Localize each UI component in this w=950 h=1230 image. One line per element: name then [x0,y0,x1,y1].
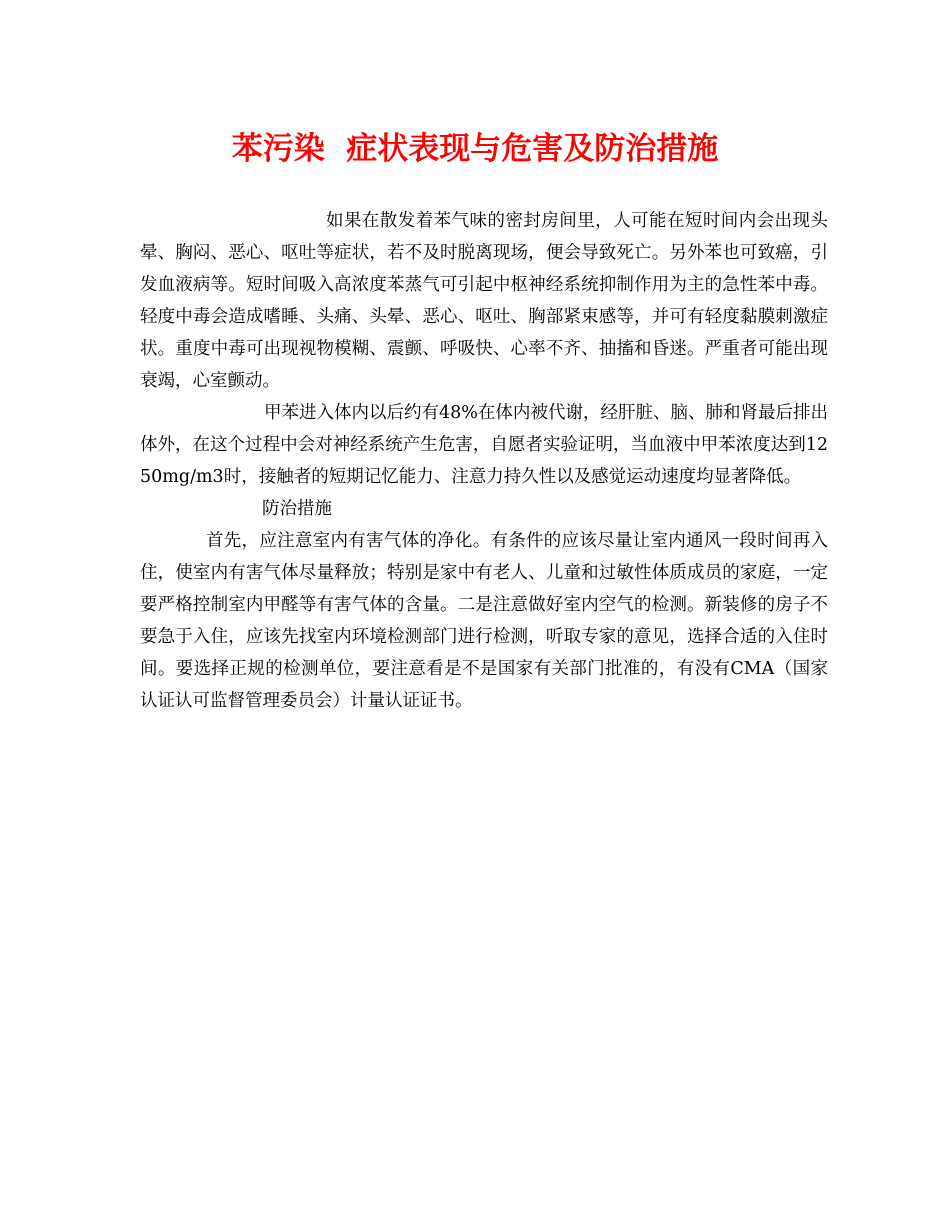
document-title: 苯污染 症状表现与危害及防治措施 [231,131,719,167]
document-body [140,205,828,717]
section-heading-prevention: 防治措施 [262,499,332,519]
paragraph-toluene: 甲苯进入体内以后约有48%在体内被代谢，经肝脏、脑、肺和肾最后排出体外，在这个过程中会对神经系统产生危害，自愿者实验证明，当血液中甲苯浓度达到1250mg/m3时，接触者的短期记忆能力、注意力持久性以及感觉运动速度均显著降低。 [140,403,828,487]
paragraph-symptoms: 如果在散发着苯气味的密封房间里，人可能在短时间内会出现头晕、胸闷、恶心、呕吐等症状，若不及时脱离现场，便会导致死亡。另外苯也可致癌，引发血液病等。短时间吸入高浓度苯蒸气可引起中枢神经系统抑制作用为主的急性苯中毒。轻度中毒会造成嗜睡、头痛、头晕、恶心、呕吐、胸部紧束感等，并可有轻度黏膜刺激症状。重度中毒可出现视物模糊、震颤、呼吸快、心率不齐、抽搐和昏迷。严重者可能出现衰竭，心室颤动。 [140,211,828,391]
paragraph-prevention: 首先，应注意室内有害气体的净化。有条件的应该尽量让室内通风一段时间再入住，使室内有害气体尽量释放；特别是家中有老人、儿童和过敏性体质成员的家庭，一定要严格控制室内甲醛等有害气体的含量。二是注意做好室内空气的检测。新装修的房子不要急于入住，应该先找室内环境检测部门进行检测，听取专家的意见，选择合适的入住时间。要选择正规的检测单位，要注意看是不是国家有关部门批准的，有没有CMA（国家认证认可监督管理委员会）计量认证证书。 [140,531,828,711]
